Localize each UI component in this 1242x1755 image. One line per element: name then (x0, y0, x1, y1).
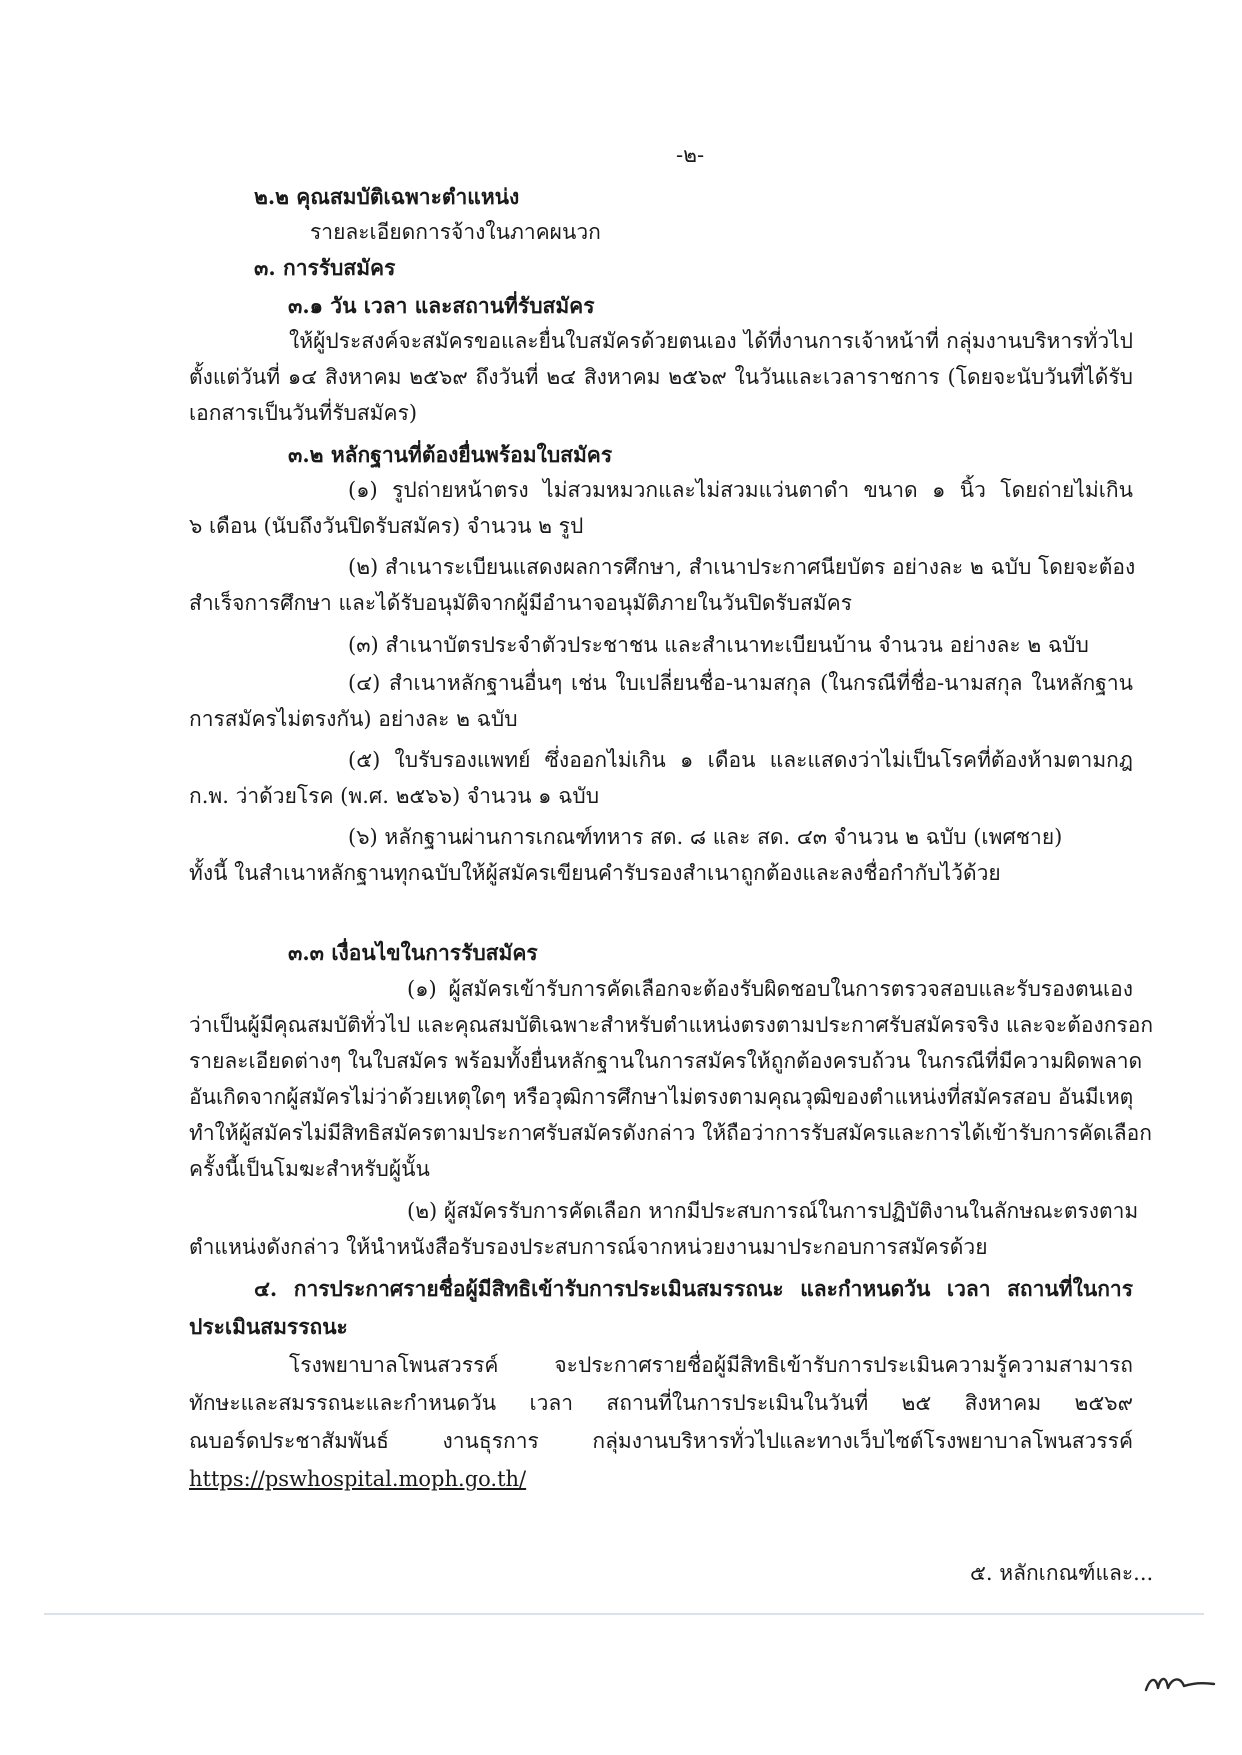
paragraph-line: (๑) ผู้สมัครเข้ารับการคัดเลือกจะต้องรับผิดชอบในการตรวจสอบและรับรองตนเอง (407, 977, 1133, 1001)
paragraph-line: ณบอร์ดประชาสัมพันธ์ งานธุรการ กลุ่มงานบริหารทั่วไปและทางเว็บไซต์โรงพยาบาลโพนสวรรค์ (189, 1429, 1133, 1453)
paragraph-line: ว่าเป็นผู้มีคุณสมบัติทั่วไป และคุณสมบัติเฉพาะสำหรับตำแหน่งตรงตามประกาศรับสมัครจริง และจะต้องกรอก (189, 1013, 1154, 1037)
section-2-2-heading: ๒.๒ คุณสมบัติเฉพาะตำแหน่ง (254, 184, 520, 209)
section-2-2-body: รายละเอียดการจ้างในภาคผนวก (310, 220, 601, 244)
paragraph-line: ทำให้ผู้สมัครไม่มีสิทธิสมัครตามประกาศรับสมัครดังกล่าว ให้ถือว่าการรับสมัครและการได้เข้ารับการคัดเลือก (189, 1121, 1152, 1145)
signature-initials (1140, 1664, 1220, 1704)
hospital-website-link[interactable]: https://pswhospital.moph.go.th/ (189, 1467, 527, 1491)
section-4-heading: ๔. การประกาศรายชื่อผู้มีสิทธิเข้ารับการประเมินสมรรถนะ และกำหนดวัน เวลา สถานที่ในการ (254, 1276, 1133, 1301)
section-3-heading: ๓. การรับสมัคร (254, 255, 396, 280)
page-number: -๒- (676, 143, 705, 167)
paragraph-line: (๒) ผู้สมัครรับการคัดเลือก หากมีประสบการณ์ในการปฏิบัติงานในลักษณะตรงตาม (407, 1199, 1139, 1223)
paragraph-line: ทักษะและสมรรถนะและกำหนดวัน เวลา สถานที่ในการประเมินในวันที่ ๒๕ สิงหาคม ๒๕๖๙ (189, 1391, 1133, 1415)
paragraph-line: ครั้งนี้เป็นโมฆะสำหรับผู้นั้น (189, 1157, 430, 1181)
list-item: (๒) สำเนาระเบียนแสดงผลการศึกษา, สำเนาประกาศนียบัตร อย่างละ ๒ ฉบับ โดยจะต้อง (348, 555, 1136, 579)
list-item: ก.พ. ว่าด้วยโรค (พ.ศ. ๒๕๖๖) จำนวน ๑ ฉบับ (189, 784, 600, 808)
list-item: (๑) รูปถ่ายหน้าตรง ไม่สวมหมวกและไม่สวมแว่นตาดำ ขนาด ๑ นิ้ว โดยถ่ายไม่เกิน (348, 478, 1133, 502)
list-item: (๖) หลักฐานผ่านการเกณฑ์ทหาร สด. ๘ และ สด. ๔๓ จำนวน ๒ ฉบับ (เพศชาย) (348, 825, 1063, 849)
paragraph-line: ให้ผู้ประสงค์จะสมัครขอและยื่นใบสมัครด้วยตนเอง ได้ที่งานการเจ้าหน้าที่ กลุ่มงานบริหารทั่วไป (289, 329, 1133, 353)
section-3-2-heading: ๓.๒ หลักฐานที่ต้องยื่นพร้อมใบสมัคร (288, 442, 613, 467)
list-item: (๔) สำเนาหลักฐานอื่นๆ เช่น ใบเปลี่ยนชื่อ-นามสกุล (ในกรณีที่ชื่อ-นามสกุล ในหลักฐาน (348, 671, 1133, 695)
paragraph-line: อันเกิดจากผู้สมัครไม่ว่าด้วยเหตุใดๆ หรือวุฒิการศึกษาไม่ตรงตามคุณวุฒิของตำแหน่งที่สมัครสอบ อันมีเหตุ (189, 1085, 1134, 1109)
paragraph-line: เอกสารเป็นวันที่รับสมัคร) (189, 401, 418, 425)
list-item: (๕) ใบรับรองแพทย์ ซึ่งออกไม่เกิน ๑ เดือน และแสดงว่าไม่เป็นโรคที่ต้องห้ามตามกฎ (348, 748, 1133, 772)
list-item: ๖ เดือน (นับถึงวันปิดรับสมัคร) จำนวน ๒ รูป (189, 514, 584, 538)
list-item: การสมัครไม่ตรงกัน) อย่างละ ๒ ฉบับ (189, 707, 518, 731)
paragraph-line: โรงพยาบาลโพนสวรรค์ จะประกาศรายชื่อผู้มีสิทธิเข้ารับการประเมินความรู้ความสามารถ (289, 1353, 1133, 1377)
footer-divider (44, 1613, 1204, 1615)
paragraph-line: ตั้งแต่วันที่ ๑๔ สิงหาคม ๒๕๖๙ ถึงวันที่ ๒๔ สิงหาคม ๒๕๖๙ ในวันและเวลาราชการ (โดยจะนับวันที่ได้รับ (189, 365, 1133, 389)
paragraph-line: ตำแหน่งดังกล่าว ให้นำหนังสือรับรองประสบการณ์จากหน่วยงานมาประกอบการสมัครด้วย (189, 1235, 988, 1259)
section-3-1-heading: ๓.๑ วัน เวลา และสถานที่รับสมัคร (288, 293, 595, 318)
paragraph-line: รายละเอียดต่างๆ ในใบสมัคร พร้อมทั้งยื่นหลักฐานในการสมัครให้ถูกต้องครบถ้วน ในกรณีที่มีความผิดพลาด (189, 1049, 1143, 1073)
list-item: สำเร็จการศึกษา และได้รับอนุมัติจากผู้มีอำนาจอนุมัติภายในวันปิดรับสมัคร (189, 591, 852, 615)
list-item: (๓) สำเนาบัตรประจำตัวประชาชน และสำเนาทะเบียนบ้าน จำนวน อย่างละ ๒ ฉบับ (348, 633, 1089, 657)
continuation-note: ๕. หลักเกณฑ์และ... (970, 1561, 1154, 1585)
paragraph-line: ทั้งนี้ ในสำเนาหลักฐานทุกฉบับให้ผู้สมัครเขียนคำรับรองสำเนาถูกต้องและลงชื่อกำกับไว้ด้วย (189, 861, 1001, 885)
section-4-heading-cont: ประเมินสมรรถนะ (189, 1314, 348, 1339)
section-3-3-heading: ๓.๓ เงื่อนไขในการรับสมัคร (288, 940, 538, 965)
